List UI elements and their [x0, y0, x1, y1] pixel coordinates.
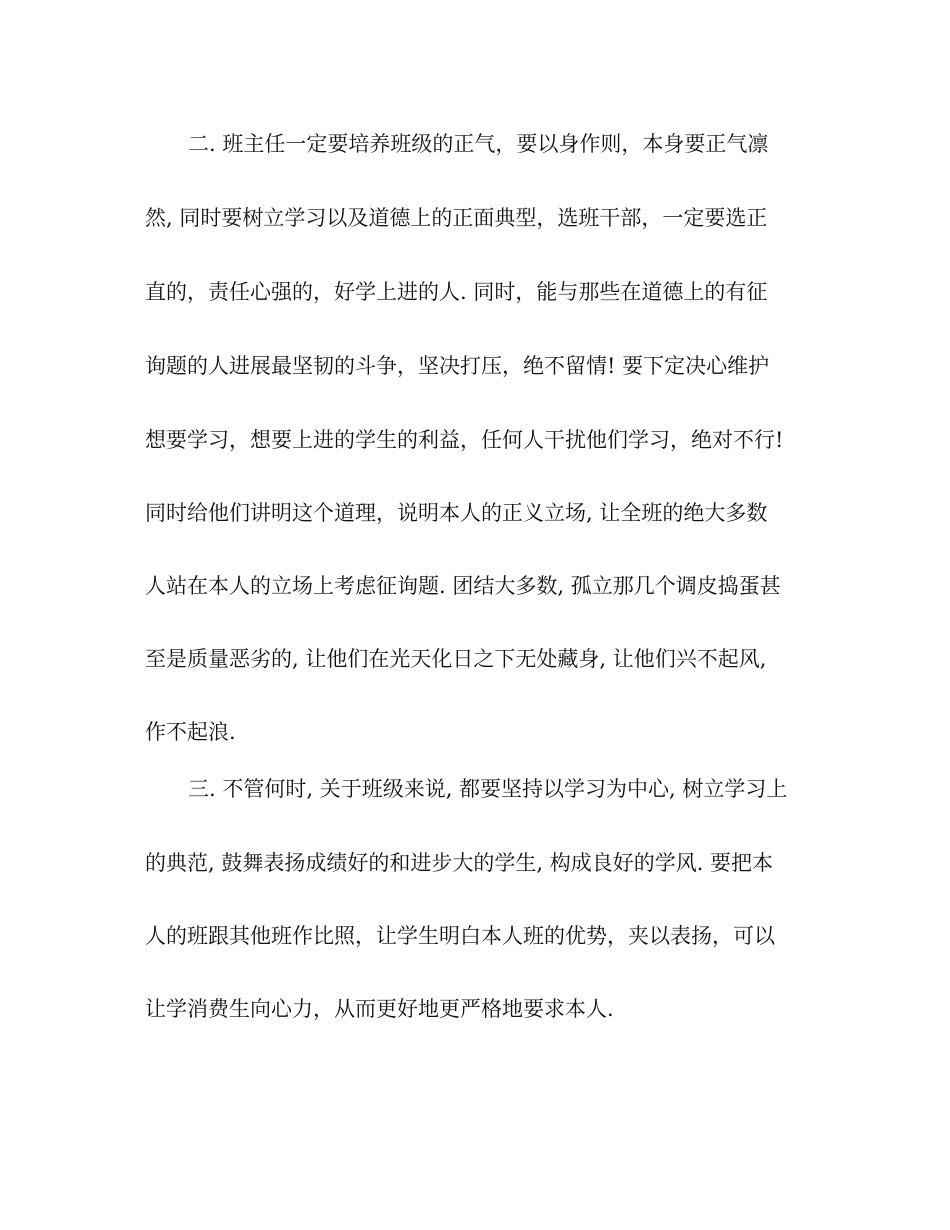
paragraph-3-line: 人的班跟其他班作比照，让学生明白本人班的优势，夹以表扬，可以	[145, 924, 775, 948]
paragraph-3-line: 三. 不管何时, 关于班级来说, 都要坚持以学习为中心, 树立学习上	[188, 777, 788, 801]
paragraph-2-line: 同时给他们讲明这个道理，说明本人的正义立场, 让全班的绝大多数	[145, 501, 768, 525]
paragraph-2-line: 至是质量恶劣的, 让他们在光天化日之下无处藏身, 让他们兴不起风,	[145, 647, 767, 671]
paragraph-3-line: 的典范, 鼓舞表扬成绩好的和进步大的学生, 构成良好的学风. 要把本	[145, 851, 774, 875]
paragraph-2-line: 作不起浪.	[145, 720, 236, 744]
paragraph-2-line: 询题的人进展最坚韧的斗争，坚决打压，绝不留情! 要下定决心维护	[145, 354, 770, 378]
paragraph-2-line: 然, 同时要树立学习以及道德上的正面典型，选班干部，一定要选正	[145, 206, 768, 230]
paragraph-2-line: 人站在本人的立场上考虑征询题. 团结大多数, 孤立那几个调皮捣蛋甚	[145, 574, 781, 598]
paragraph-2-line: 直的，责任心强的，好学上进的人. 同时，能与那些在道德上的有征	[145, 280, 768, 304]
paragraph-2-line: 想要学习，想要上进的学生的利益，任何人干扰他们学习，绝对不行!	[145, 428, 784, 452]
paragraph-2-line: 二. 班主任一定要培养班级的正气，要以身作则，本身要正气凛	[188, 132, 769, 156]
paragraph-3-line: 让学消费生向心力，从而更好地更严格地要求本人.	[145, 997, 614, 1021]
